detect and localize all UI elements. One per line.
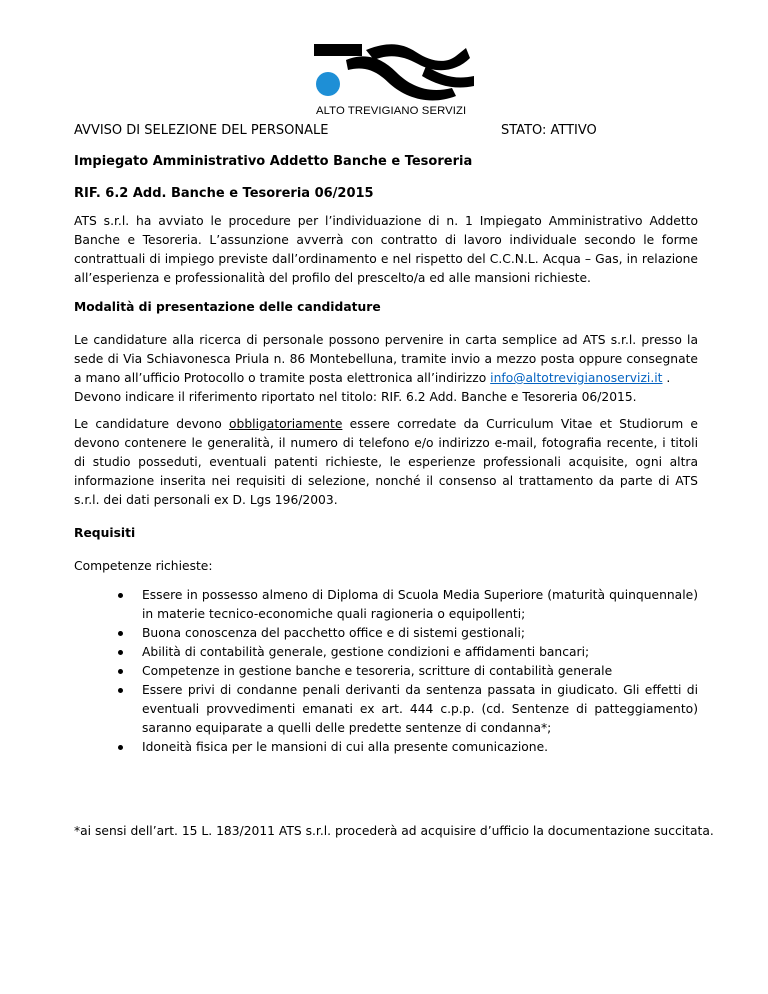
email-link[interactable]: info@altotrevigianoservizi.it — [490, 371, 663, 385]
requirements-paragraph — [74, 415, 698, 510]
list-item: Abilità di contabilità generale, gestione condizioni e affidamenti bancari; — [74, 643, 698, 662]
company-logo — [306, 36, 478, 122]
list-item: Idoneità fisica per le mansioni di cui alla presente comunicazione. — [74, 738, 698, 757]
competenze-label: Competenze richieste: — [74, 559, 213, 573]
requisiti-heading: Requisiti — [74, 526, 136, 540]
ats-logo-mark — [306, 36, 478, 106]
logo-wordmark: ALTO TREVIGIANO SERVIZI — [316, 105, 467, 117]
notice-type: AVVISO DI SELEZIONE DEL PERSONALE — [74, 123, 329, 138]
submission-text: Le candidature alla ricerca di personale possono pervenire in carta semplice ad ATS s.r.l. presso la sede di Via Schiavonesca Priula n. 86 Montebelluna, tramite invio a mezzo posta oppure consegnate a mano all’ufficio Protocollo o tramite posta elettronica all’indirizzo — [74, 333, 698, 385]
submission-heading: Modalità di presentazione delle candidature — [74, 300, 381, 314]
notice-header — [74, 121, 698, 141]
mandatory-emphasis: obbligatoriamente — [229, 417, 343, 431]
list-item: Essere in possesso almeno di Diploma di Scuola Media Superiore (maturità quinquennale) in materie tecnico-economiche quali ragioneria o equipollenti; — [74, 586, 698, 624]
requirements-text-start: Le candidature devono — [74, 417, 222, 431]
list-item: Buona conoscenza del pacchetto office e di sistemi gestionali; — [74, 624, 698, 643]
list-item: Essere privi di condanne penali derivanti da sentenza passata in giudicato. Gli effetti di eventuali provvedimenti emanati ex art. 444 c.p.p. (cd. Sentenze di patteggiamento) saranno equiparate a quelli delle predette sentenze di condanna*; — [74, 681, 698, 738]
job-reference: RIF. 6.2 Add. Banche e Tesoreria 06/2015 — [74, 186, 374, 201]
list-item: Competenze in gestione banche e tesoreria, scritture di contabilità generale — [74, 662, 698, 681]
requirements-text-rest: essere corredate da Curriculum Vitae et Studiorum e devono contenere le generalità, il numero di telefono e/o indirizzo e-mail, fotografia recente, i titoli di studio posseduti, eventuali patenti richieste, le esperienze professionali acquisite, ogni altra informazione inserita nei requisiti di selezione, nonché il consenso al trattamento da parte di ATS s.r.l. dei dati personali ex D. Lgs 196/2003. — [74, 417, 698, 507]
reference-instruction: Devono indicare il riferimento riportato nel titolo: RIF. 6.2 Add. Banche e Tesoreria 06/2015. — [74, 390, 637, 404]
job-title: Impiegato Amministrativo Addetto Banche e Tesoreria — [74, 154, 473, 169]
intro-paragraph: ATS s.r.l. ha avviato le procedure per l’individuazione di n. 1 Impiegato Amministrativo Addetto Banche e Tesoreria. L’assunzione avverrà con contratto di lavoro individuale secondo le forme contrattuali di impiego previste dall’ordinamento e nel rispetto del C.C.N.L. Acqua – Gas, in relazione all’esperienza e professionalità del profilo del prescelto/a ed alle mansioni richieste. — [74, 214, 698, 285]
submission-text-end: . — [666, 371, 671, 385]
footnote: *ai sensi dell’art. 15 L. 183/2011 ATS s.r.l. procederà ad acquisire d’ufficio la documentazione succitata. — [74, 824, 714, 838]
requirements-list — [74, 586, 698, 757]
notice-status: STATO: ATTIVO — [501, 123, 597, 138]
submission-paragraph — [74, 331, 698, 407]
